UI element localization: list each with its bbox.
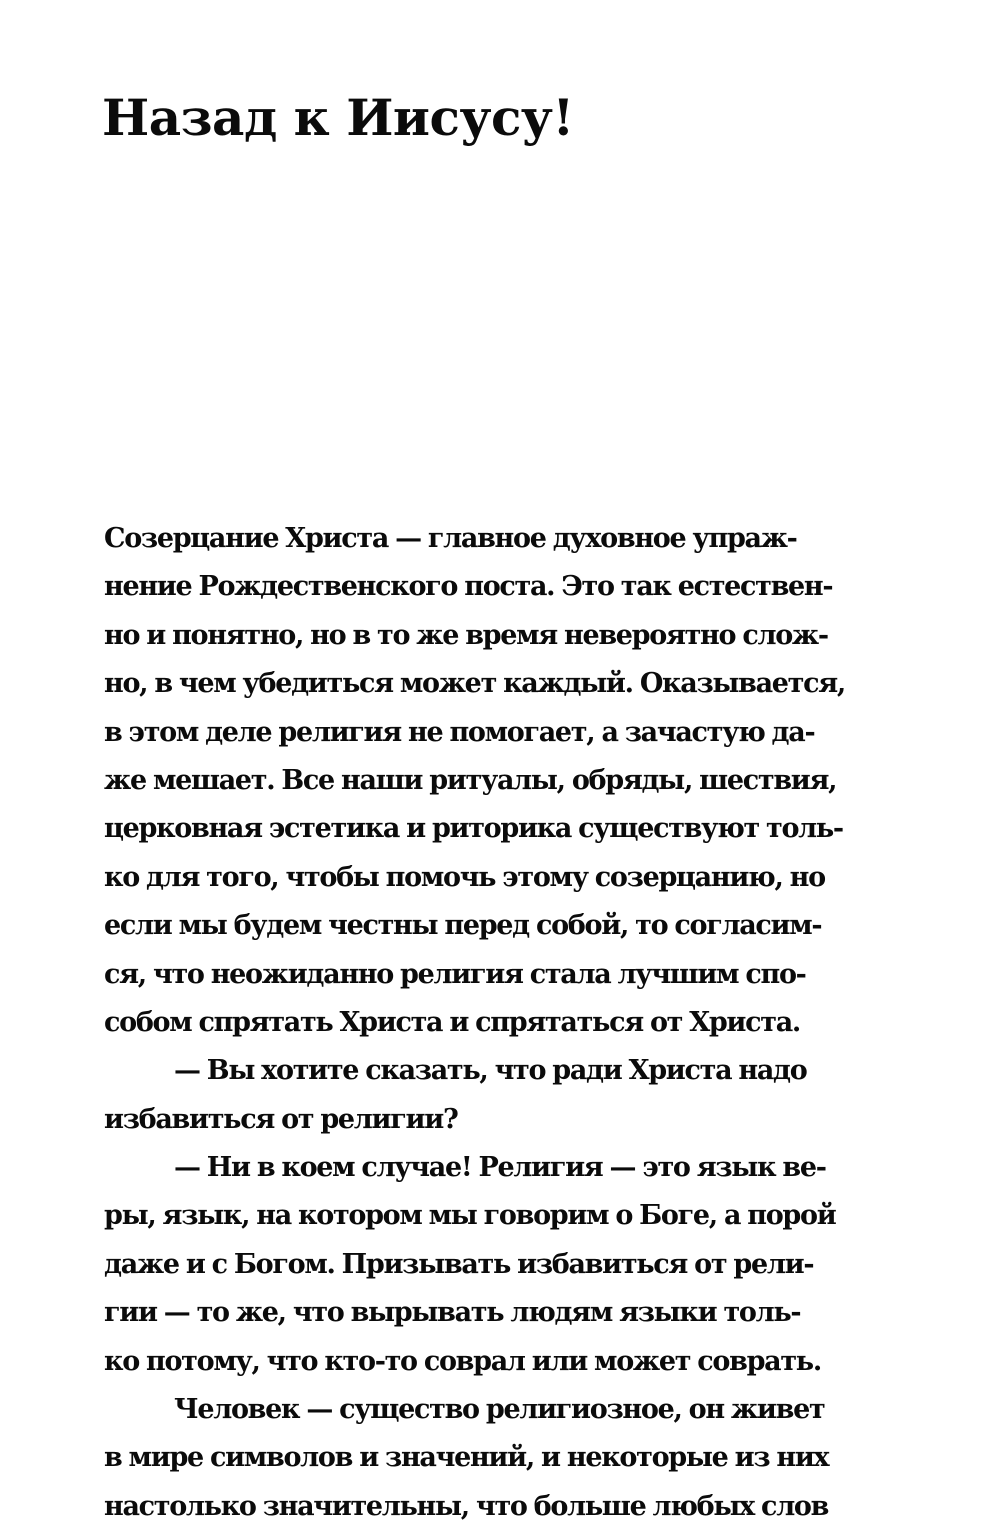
text-line: но, в чем убедиться может каждый. Оказывается, [104, 668, 845, 700]
text-line: Созерцание Христа — главное духовное упраж- [104, 523, 797, 554]
text-line: ся, что неожиданно религия стала лучшим спо- [104, 958, 806, 990]
text-line: же мешает. Все наши ритуалы, обряды, шествия, [104, 764, 837, 796]
text-line: нение Рождественского поста. Это так естествен- [104, 571, 833, 603]
text-line: ко для того, чтобы помочь этому созерцанию, но [104, 861, 825, 893]
text-line: даже и с Богом. Призывать избавиться от рели- [104, 1248, 814, 1280]
text-line: — Ни в коем случае! Религия — это язык ве- [174, 1152, 826, 1184]
text-line: в мире символов и значений, и некоторые из них [104, 1442, 829, 1474]
body-text [104, 515, 924, 1531]
text-line: ры, язык, на котором мы говорим о Боге, а порой [104, 1200, 836, 1232]
text-line: в этом деле религия не помогает, а зачастую да- [104, 716, 815, 748]
text-line: избавиться от религии? [104, 1103, 458, 1135]
text-line: Человек — существо религиозное, он живет [174, 1394, 825, 1426]
text-line: — Вы хотите сказать, что ради Христа надо [174, 1055, 807, 1087]
text-line: церковная эстетика и риторика существуют толь- [104, 813, 843, 845]
text-line: гии — то же, что вырывать людям языки толь- [104, 1297, 801, 1329]
text-line: если мы будем честны перед собой, то согласим- [104, 910, 822, 942]
text-line: но и понятно, но в то же время невероятно слож- [104, 619, 828, 651]
text-line: ко потому, что кто-то соврал или может соврать. [104, 1345, 821, 1377]
text-line: настолько значительны, что больше любых слов [104, 1490, 829, 1522]
text-line: собом спрятать Христа и спрятаться от Христа. [104, 1006, 801, 1038]
chapter-title: Назад к Иисусу! [102, 88, 574, 147]
